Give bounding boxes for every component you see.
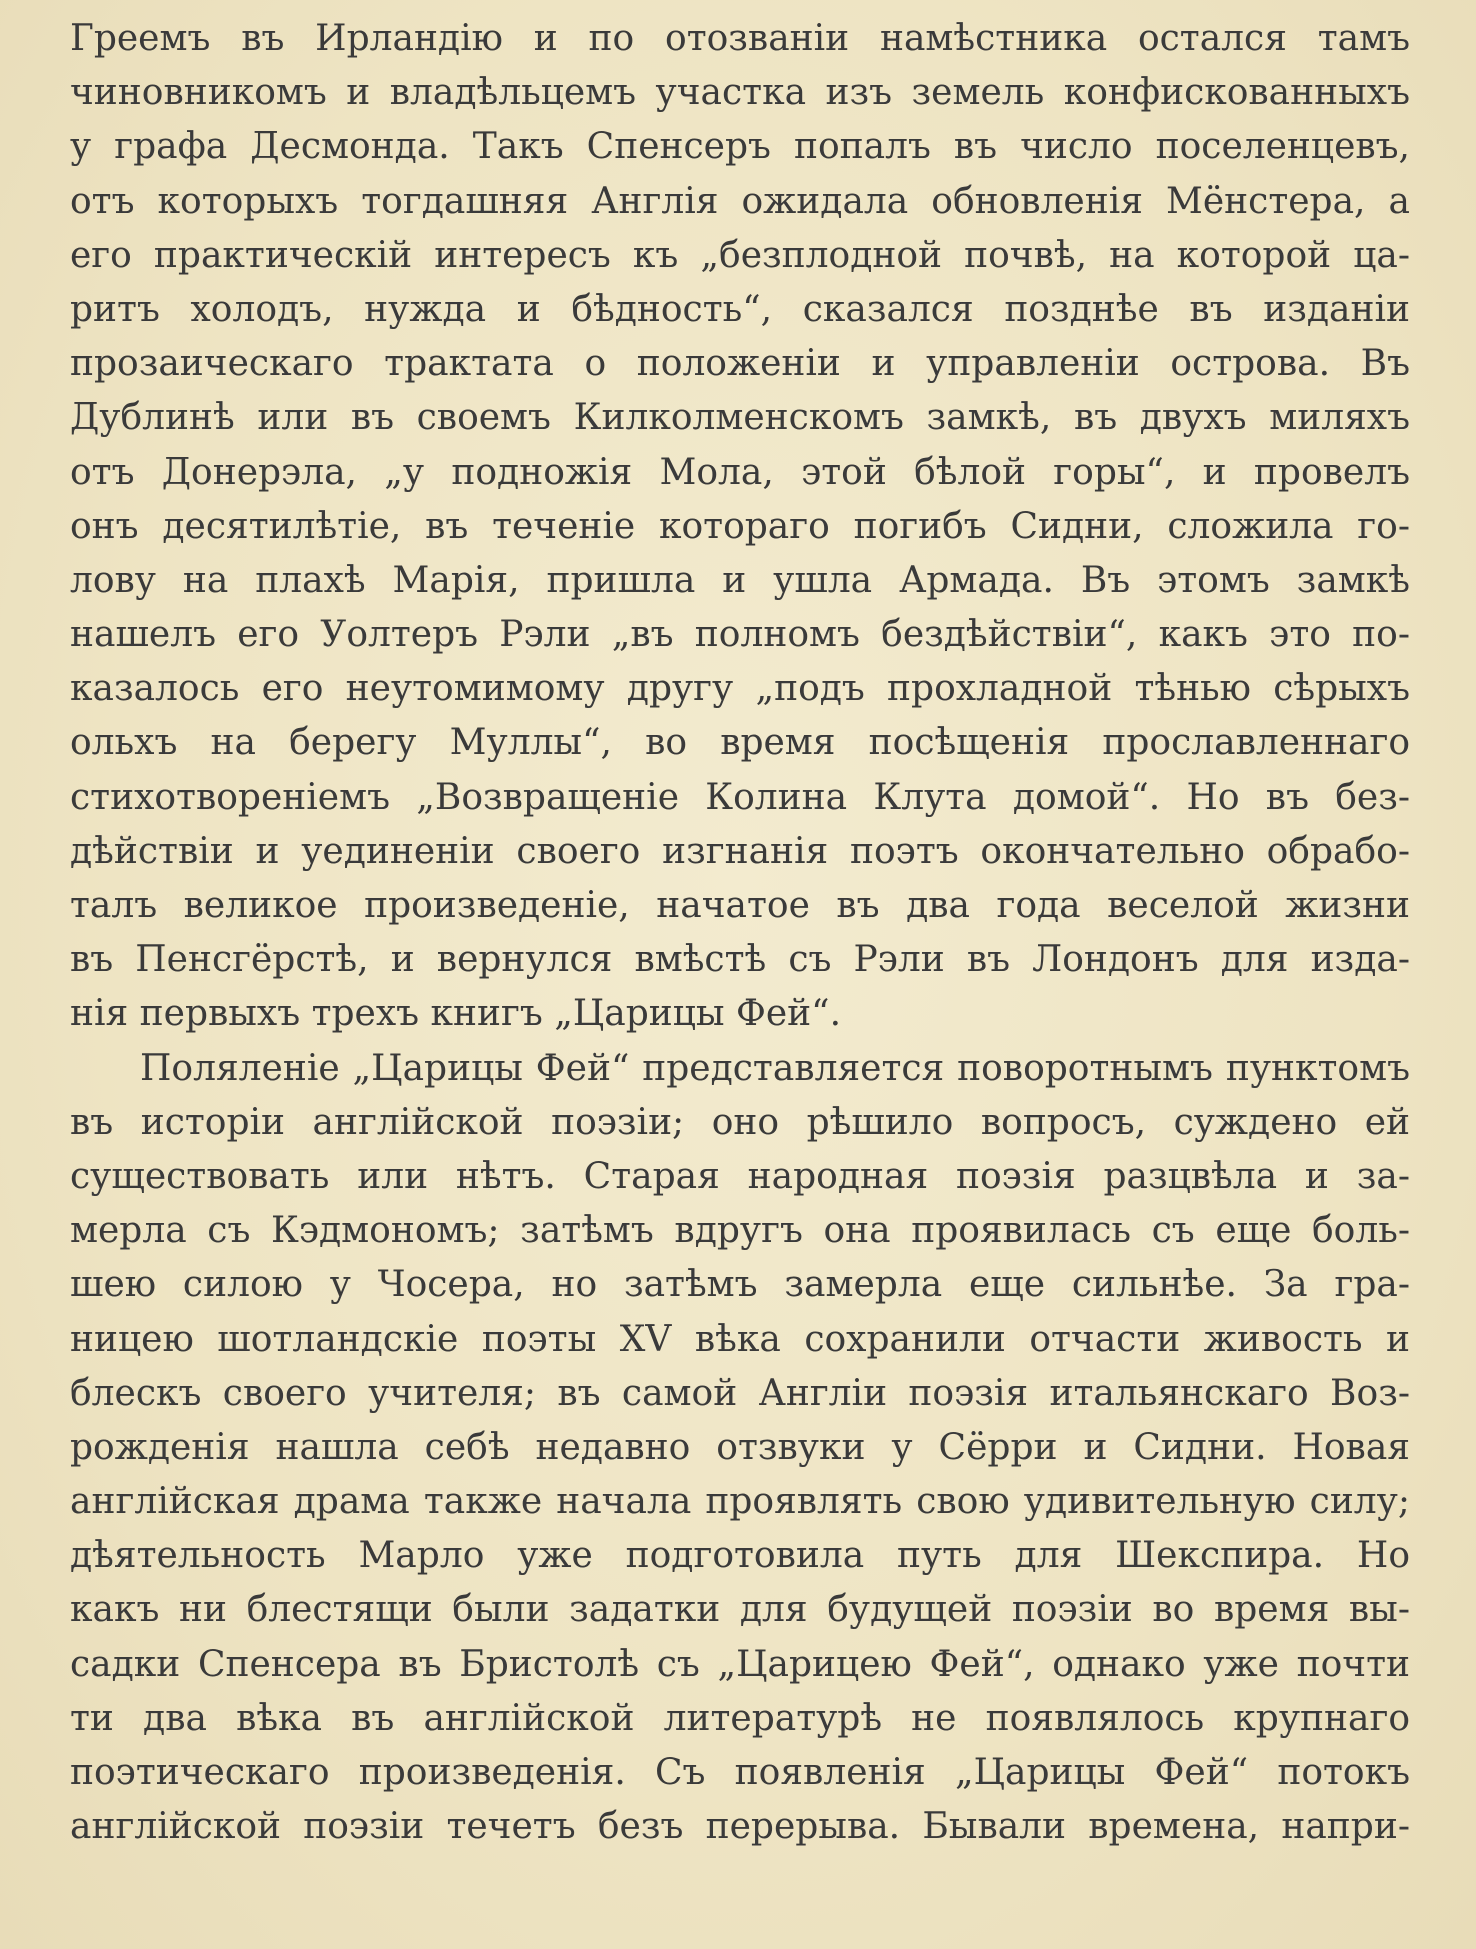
text-line: въ Пенсгёрстѣ, и вернулся вмѣстѣ съ Рэли въ Лондонъ для изда- xyxy=(70,939,1410,981)
text-line: отъ которыхъ тогдашняя Англія ожидала обновленія Мёнстера, а xyxy=(70,180,1410,222)
text-line: Греемъ въ Ирландію и по отозваніи намѣстника остался тамъ xyxy=(70,18,1410,59)
text-line: ти два вѣка въ англійской литературѣ не появлялось крупнаго xyxy=(70,1697,1410,1739)
text-line: ницею шотландскіе поэты XV вѣка сохранили отчасти живость и xyxy=(70,1318,1410,1360)
text-line: казалось его неутомимому другу „подъ прохладной тѣнью сѣрыхъ xyxy=(70,668,1410,710)
text-line: ритъ холодъ, нужда и бѣдность“, сказался позднѣе въ изданіи xyxy=(70,288,1410,330)
text-line: какъ ни блестящи были задатки для будущей поэзіи во время вы- xyxy=(70,1589,1410,1631)
text-line: садки Спенсера въ Бристолѣ съ „Царицею Фей“, однако уже почти xyxy=(70,1643,1410,1685)
text-line: блескъ своего учителя; въ самой Англіи поэзія итальянскаго Воз- xyxy=(70,1372,1410,1414)
text-line: нія первыхъ трехъ книгъ „Царицы Фей“. xyxy=(70,993,842,1035)
text-line: чиновникомъ и владѣльцемъ участка изъ земель конфискованныхъ xyxy=(70,72,1410,114)
text-line: шею силою у Чосера, но затѣмъ замерла еще сильнѣе. За гра- xyxy=(70,1264,1410,1306)
text-line: прозаическаго трактата о положеніи и управленіи острова. Въ xyxy=(70,343,1410,385)
text-line: англійская драма также начала проявлять свою удивительную силу; xyxy=(70,1481,1410,1523)
text-line: лову на плахѣ Марія, пришла и ушла Армада. Въ этомъ замкѣ xyxy=(70,559,1410,601)
text-line: англійской поэзіи течетъ безъ перерыва. Бывали времена, напри- xyxy=(70,1806,1410,1848)
text-line: въ исторіи англійской поэзіи; оно рѣшило вопросъ, суждено ей xyxy=(70,1101,1410,1143)
text-line: онъ десятилѣтіе, въ теченіе котораго погибъ Сидни, сложила го- xyxy=(70,505,1410,547)
text-line: рожденія нашла себѣ недавно отзвуки у Сёрри и Сидни. Новая xyxy=(70,1426,1410,1468)
text-line: у графа Десмонда. Такъ Спенсеръ попалъ въ число поселенцевъ, xyxy=(70,126,1410,168)
text-line: нашелъ его Уолтеръ Рэли „въ полномъ бездѣйствіи“, какъ это по- xyxy=(70,614,1410,656)
text-line: стихотвореніемъ „Возвращеніе Колина Клута домой“. Но въ без- xyxy=(70,776,1410,818)
text-line: поэтическаго произведенія. Съ появленія „Царицы Фей“ потокъ xyxy=(70,1752,1410,1793)
text-line: дѣятельность Марло уже подготовила путь для Шекспира. Но xyxy=(70,1535,1410,1577)
text-line: его практическій интересъ къ „безплодной почвѣ, на которой ца- xyxy=(70,234,1410,276)
text-line: отъ Донерэла, „у подножія Мола, этой бѣлой горы“, и провелъ xyxy=(70,451,1410,493)
text-line: мерла съ Кэдмономъ; затѣмъ вдругъ она проявилась съ еще боль- xyxy=(70,1210,1410,1252)
text-line: Поляленіе „Царицы Фей“ представляется поворотнымъ пунктомъ xyxy=(140,1047,1410,1089)
page-body-text xyxy=(70,12,1410,1854)
text-line: талъ великое произведеніе, начатое въ два года веселой жизни xyxy=(70,885,1410,926)
text-line: дѣйствіи и уединеніи своего изгнанія поэтъ окончательно обрабо- xyxy=(70,830,1410,872)
text-line: Дублинѣ или въ своемъ Килколменскомъ замкѣ, въ двухъ миляхъ xyxy=(70,397,1410,439)
text-line: ольхъ на берегу Муллы“, во время посѣщенія прославленнаго xyxy=(70,722,1410,764)
text-line: существовать или нѣтъ. Старая народная поэзія разцвѣла и за- xyxy=(70,1155,1410,1197)
